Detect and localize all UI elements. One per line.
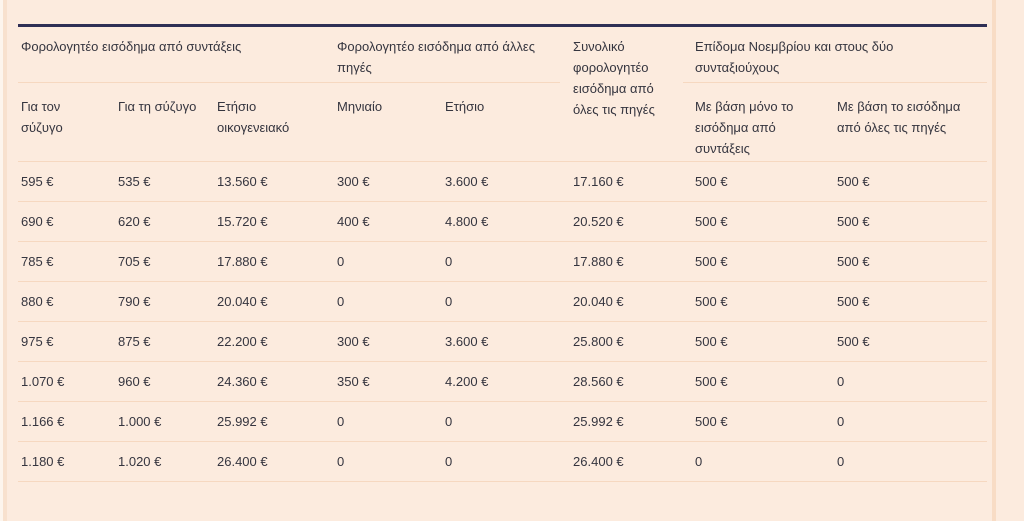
data-cell: 880 € xyxy=(18,282,115,322)
data-cell: 620 € xyxy=(115,202,214,242)
data-cell: 500 € xyxy=(683,162,834,202)
data-cell: 500 € xyxy=(834,282,987,322)
data-cell: 26.400 € xyxy=(214,442,334,482)
data-cell: 500 € xyxy=(683,402,834,442)
table-row xyxy=(18,442,987,482)
pension-table-container xyxy=(18,24,987,482)
data-cell: 500 € xyxy=(834,242,987,282)
data-cell: 22.200 € xyxy=(214,322,334,362)
data-cell: 24.360 € xyxy=(214,362,334,402)
data-cell: 975 € xyxy=(18,322,115,362)
data-cell: 535 € xyxy=(115,162,214,202)
data-cell: 500 € xyxy=(683,362,834,402)
column-header-wife: Για τη σύζυγο xyxy=(115,83,214,162)
data-cell: 15.720 € xyxy=(214,202,334,242)
data-cell: 4.800 € xyxy=(442,202,560,242)
group-header-pension-income: Φορολογητέο εισόδημα από συντάξεις xyxy=(18,26,334,83)
data-cell: 705 € xyxy=(115,242,214,282)
data-cell: 350 € xyxy=(334,362,442,402)
data-cell: 1.020 € xyxy=(115,442,214,482)
column-header-row xyxy=(18,83,987,162)
data-cell: 25.800 € xyxy=(560,322,683,362)
data-cell: 500 € xyxy=(683,282,834,322)
data-cell: 1.166 € xyxy=(18,402,115,442)
column-header-monthly: Μηνιαίο xyxy=(334,83,442,162)
data-cell: 400 € xyxy=(334,202,442,242)
table-row xyxy=(18,282,987,322)
data-cell: 300 € xyxy=(334,162,442,202)
data-cell: 0 xyxy=(442,282,560,322)
data-cell: 17.160 € xyxy=(560,162,683,202)
table-row xyxy=(18,202,987,242)
data-cell: 28.560 € xyxy=(560,362,683,402)
data-cell: 4.200 € xyxy=(442,362,560,402)
column-header-annual-family: Ετήσιο οικογενειακό xyxy=(214,83,334,162)
data-cell: 20.520 € xyxy=(560,202,683,242)
pension-income-table xyxy=(18,24,987,482)
data-cell: 500 € xyxy=(834,322,987,362)
data-cell: 0 xyxy=(683,442,834,482)
data-cell: 500 € xyxy=(683,322,834,362)
data-cell: 0 xyxy=(334,282,442,322)
table-row xyxy=(18,242,987,282)
data-cell: 20.040 € xyxy=(560,282,683,322)
data-cell: 25.992 € xyxy=(214,402,334,442)
data-cell: 25.992 € xyxy=(560,402,683,442)
group-header-total-income: Συνολικό φορολογητέο εισόδημα από όλες τις πηγές xyxy=(560,26,683,162)
column-header-allowance-pensions-only: Με βάση μόνο το εισόδημα από συντάξεις xyxy=(683,83,834,162)
data-cell: 26.400 € xyxy=(560,442,683,482)
table-row xyxy=(18,402,987,442)
data-cell: 690 € xyxy=(18,202,115,242)
data-cell: 0 xyxy=(442,442,560,482)
data-cell: 0 xyxy=(834,402,987,442)
data-cell: 1.180 € xyxy=(18,442,115,482)
data-cell: 785 € xyxy=(18,242,115,282)
table-row xyxy=(18,362,987,402)
data-cell: 790 € xyxy=(115,282,214,322)
group-header-november-allowance: Επίδομα Νοεμβρίου και στους δύο συνταξιούχους xyxy=(683,26,987,83)
column-header-annual: Ετήσιο xyxy=(442,83,560,162)
data-cell: 20.040 € xyxy=(214,282,334,322)
data-cell: 0 xyxy=(334,402,442,442)
table-row xyxy=(18,322,987,362)
data-cell: 3.600 € xyxy=(442,322,560,362)
group-header-row xyxy=(18,26,987,83)
column-header-husband: Για τον σύζυγο xyxy=(18,83,115,162)
column-header-allowance-all-sources: Με βάση το εισόδημα από όλες τις πηγές xyxy=(834,83,987,162)
data-cell: 0 xyxy=(442,242,560,282)
data-cell: 300 € xyxy=(334,322,442,362)
data-cell: 1.000 € xyxy=(115,402,214,442)
data-cell: 17.880 € xyxy=(214,242,334,282)
data-cell: 960 € xyxy=(115,362,214,402)
data-cell: 0 xyxy=(834,362,987,402)
data-cell: 500 € xyxy=(834,202,987,242)
data-cell: 17.880 € xyxy=(560,242,683,282)
group-header-other-income: Φορολογητέο εισόδημα από άλλες πηγές xyxy=(334,26,560,83)
data-cell: 0 xyxy=(334,442,442,482)
data-cell: 500 € xyxy=(683,202,834,242)
data-cell: 0 xyxy=(834,442,987,482)
data-cell: 3.600 € xyxy=(442,162,560,202)
data-cell: 13.560 € xyxy=(214,162,334,202)
table-row xyxy=(18,162,987,202)
left-edge-line xyxy=(3,0,7,521)
data-cell: 0 xyxy=(442,402,560,442)
data-cell: 500 € xyxy=(834,162,987,202)
data-cell: 595 € xyxy=(18,162,115,202)
data-cell: 500 € xyxy=(683,242,834,282)
data-cell: 1.070 € xyxy=(18,362,115,402)
right-divider-line xyxy=(992,0,996,521)
data-cell: 0 xyxy=(334,242,442,282)
data-cell: 875 € xyxy=(115,322,214,362)
